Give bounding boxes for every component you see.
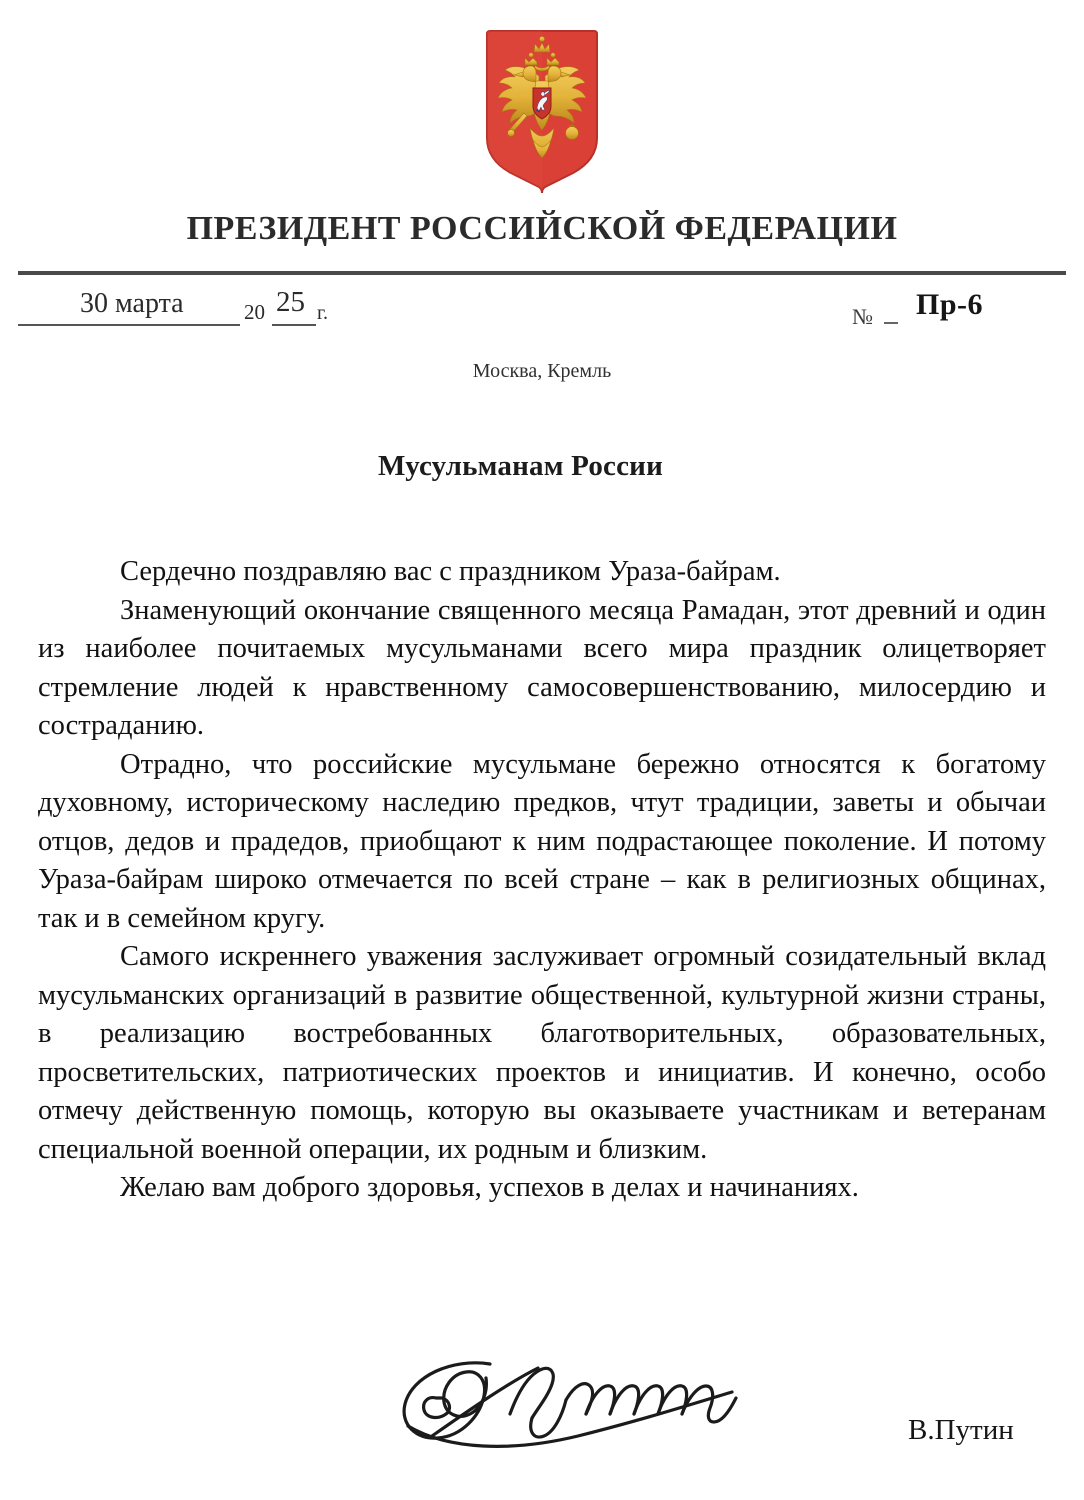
year-value: 25 <box>276 286 305 318</box>
date-underline <box>18 324 240 326</box>
coat-of-arms-svg <box>483 28 601 196</box>
number-label: № <box>852 304 873 329</box>
date-day-month: 30 марта <box>80 288 184 319</box>
body-paragraph: Знаменующий окончание священного месяца Рамадан, этот древний и один из наиболее почитаемых мусульманами всего мира праздник олицетворяет стремление людей к нравственному самосовершенствованию, милосердию и состраданию. <box>38 594 1046 741</box>
body-paragraph: Желаю вам доброго здоровья, успехов в делах и начинаниях. <box>120 1172 859 1203</box>
year-suffix: г. <box>317 302 328 324</box>
year-prefix: 20 <box>244 300 265 324</box>
place-line: Москва, Кремль <box>472 360 612 382</box>
document-meta-row <box>0 288 1084 336</box>
addressee-heading: Мусульманам России <box>378 450 663 482</box>
handwritten-signature-icon <box>392 1352 812 1462</box>
year-underline <box>272 324 316 326</box>
letter-body <box>38 553 1046 1208</box>
header-divider <box>18 271 1066 275</box>
number-underline <box>884 322 898 324</box>
signature-name: В.Путин <box>908 1414 1014 1446</box>
coat-of-arms-icon <box>483 28 601 196</box>
body-paragraph: Самого искреннего уважения заслуживает огромный созидательный вклад мусульманских организаций в развитие общественной, культурной жизни страны, в реализацию востребованных благотворительных, образовательных, просветительских, патриотических проектов и инициатив. И конечно, особо отмечу действенную помощь, которую вы оказываете участникам и ветеранам специальной военной операции, их родным и близким. <box>38 941 1046 1165</box>
number-value: Пр-6 <box>916 288 984 321</box>
page-title: ПРЕЗИДЕНТ РОССИЙСКОЙ ФЕДЕРАЦИИ <box>186 210 898 247</box>
body-paragraph: Отрадно, что российские мусульмане бережно относятся к богатому духовному, историческому наследию предков, чтут традиции, заветы и обычаи отцов, дедов и прадедов, приобщают к ним подрастающее поколение. И потому Ураза-байрам широко отмечается по всей стране – как в религиозных общинах, так и в семейном кругу. <box>38 748 1046 934</box>
body-paragraph: Сердечно поздравляю вас с праздником Ураза-байрам. <box>120 556 781 587</box>
emblem-container <box>0 28 1084 196</box>
signature-block <box>0 1352 1084 1492</box>
document-number-field <box>844 288 1084 336</box>
date-field <box>18 288 358 336</box>
